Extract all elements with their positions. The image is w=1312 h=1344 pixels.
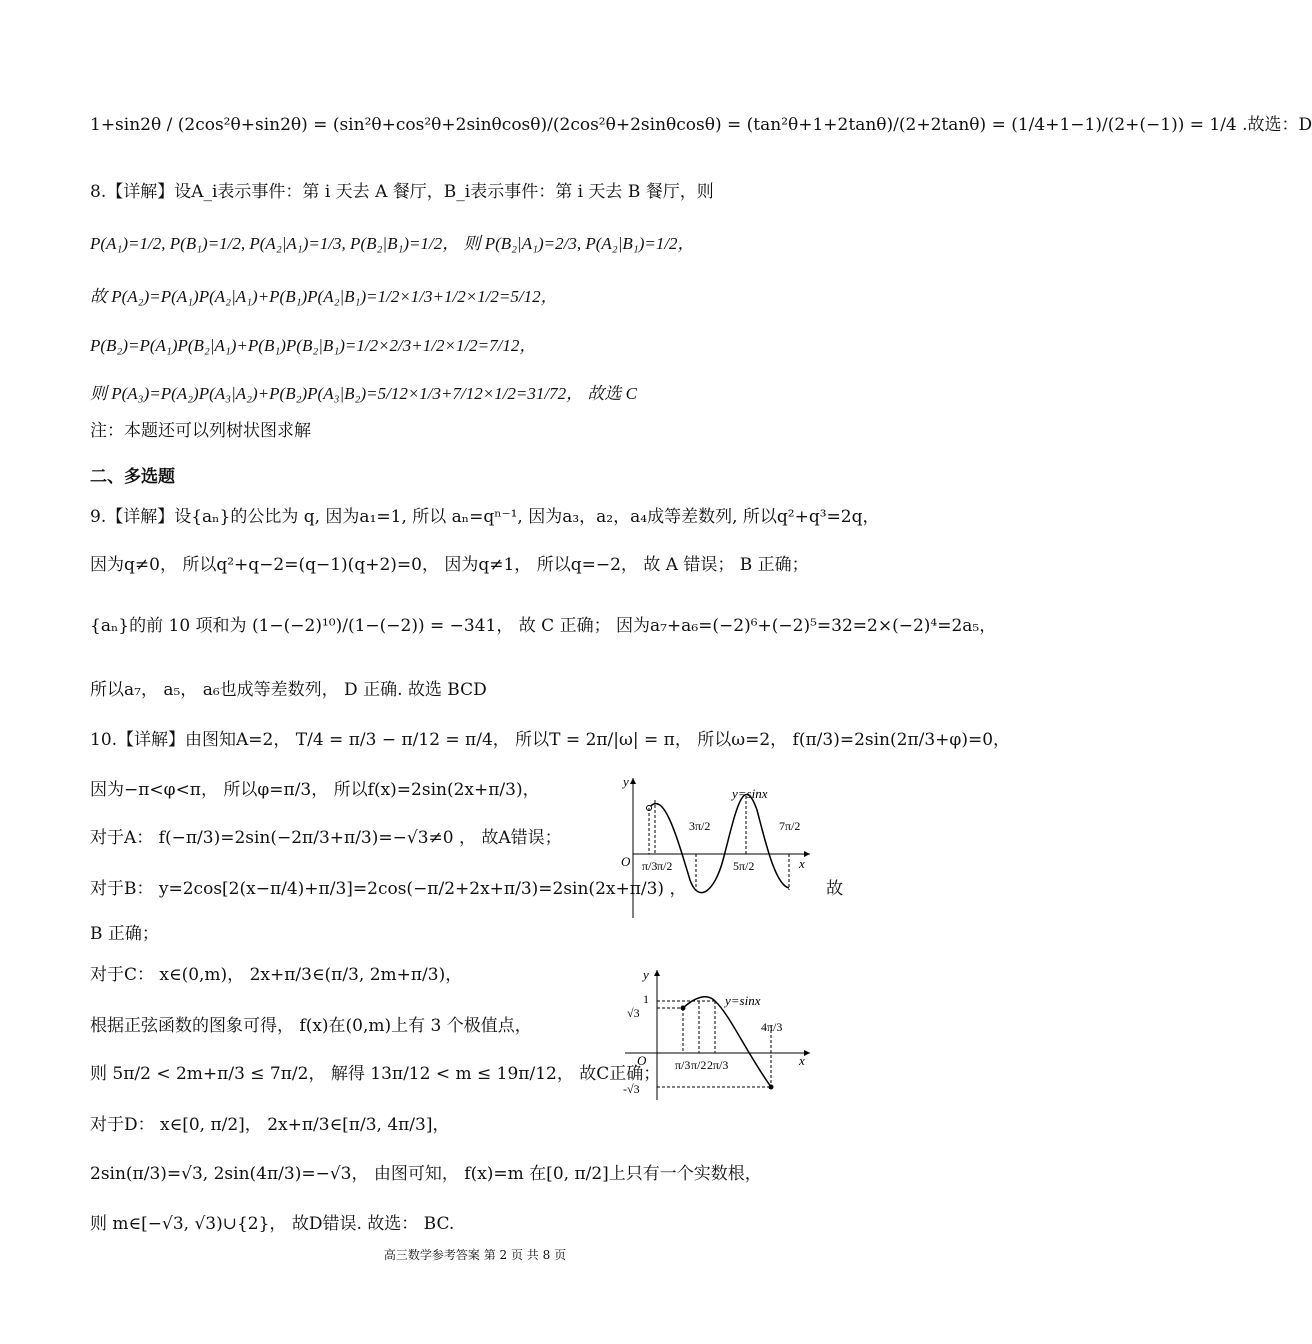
line-q10-b: 因为−π<φ<π， 所以φ=π/3， 所以f(x)=2sin(2x+π/3)， bbox=[90, 780, 540, 800]
tick-3pi-over-2: 3π/2 bbox=[689, 819, 711, 833]
line-q10-a: 10.【详解】由图知A=2， T/4 = π/3 − π/12 = π/4， 所以T = 2π/|ω| = π， 所以ω=2， f(π/3)=2sin(2π/3+φ)=0， bbox=[90, 730, 1011, 750]
y-label: y bbox=[623, 774, 629, 789]
origin-label: O bbox=[637, 1053, 647, 1068]
x-label: x bbox=[799, 1053, 805, 1068]
tick-7pi-over-2: 7π/2 bbox=[779, 819, 801, 833]
line-q10-f: 对于C： x∈(0,m)， 2x+π/3∈(π/3, 2m+π/3)， bbox=[90, 965, 463, 985]
line-q9-c: {aₙ}的前 10 项和为 (1−(−2)¹⁰)/(1−(−2)) = −341， 故 C 正确； 因为a₇+a₆=(−2)⁶+(−2)⁵=32=2×(−2)⁴=2a₅， bbox=[90, 616, 997, 636]
line-q8-note: 注：本题还可以列树状图求解 bbox=[90, 421, 311, 441]
line-q7-result: 1+sin2θ / (2cos²θ+sin2θ) = (sin²θ+cos²θ+2sinθcosθ)/(2cos²θ+2sinθcosθ) = (tan²θ+1+2tanθ)/(2+2tanθ) = (1/4+1−1)/(2+(−1)) = 1/4 .故选：D bbox=[90, 115, 1312, 135]
curve-label: y=sinx bbox=[725, 993, 761, 1008]
line-q9-b: 因为q≠0， 所以q²+q−2=(q−1)(q+2)=0， 因为q≠1， 所以q=−2， 故 A 错误； B 正确； bbox=[90, 555, 809, 575]
tick-pi-over-3: π/3 bbox=[642, 859, 658, 873]
x-label: x bbox=[799, 856, 805, 871]
line-q10-c: 对于A： f(−π/3)=2sin(−2π/3+π/3)=−√3≠0 ， 故A错误； bbox=[90, 828, 562, 848]
section-heading-multi-choice: 二、多选题 bbox=[90, 467, 175, 487]
y-tick-neg-root3: -√3 bbox=[623, 1082, 640, 1096]
y-tick-1: 1 bbox=[643, 992, 649, 1006]
sine-curve bbox=[649, 795, 789, 893]
line-q10-i: 对于D： x∈[0, π/2]， 2x+π/3∈[π/3, 4π/3]， bbox=[90, 1115, 450, 1135]
origin-label: O bbox=[621, 854, 631, 869]
sine-curve bbox=[683, 997, 771, 1087]
sine-graph-figure-1 bbox=[615, 770, 815, 920]
line-q8-pa3: 则 P(A₃)=P(A₂)P(A₃|A₂)+P(B₂)P(A₃|B₂)=5/12×1/3+7/12×1/2=31/72， 故选 C bbox=[90, 384, 637, 403]
line-q8-pb2: P(B₂)=P(A₁)P(B₂|A₁)+P(B₁)P(B₂|B₁)=1/2×2/3+1/2×1/2=7/12， bbox=[90, 336, 537, 355]
line-q10-k: 则 m∈[−√3, √3)∪{2}， 故D错误. 故选： BC. bbox=[90, 1214, 455, 1234]
tick-5pi-over-2: 5π/2 bbox=[733, 859, 755, 873]
tick-2pi-over-3: 2π/3 bbox=[707, 1058, 729, 1072]
tick-pi-over-3: π/3 bbox=[675, 1058, 691, 1072]
line-q8-pa2: 故 P(A₂)=P(A₁)P(A₂|A₁)+P(B₁)P(A₂|B₁)=1/2×1/3+1/2×1/2=5/12， bbox=[90, 287, 558, 306]
line-q10-d-tail: 故 bbox=[826, 879, 843, 899]
tick-4pi-over-3: 4π/3 bbox=[761, 1020, 783, 1034]
line-q10-h: 则 5π/2 < 2m+π/3 ≤ 7π/2， 解得 13π/12 < m ≤ 19π/12， 故C正确； bbox=[90, 1064, 661, 1084]
tick-pi-over-2: π/2 bbox=[691, 1058, 707, 1072]
line-q8-intro: 8.【详解】设A_i表示事件：第 i 天去 A 餐厅，B_i表示事件：第 i 天去 B 餐厅，则 bbox=[90, 182, 714, 202]
sine-graph-figure-2 bbox=[615, 965, 815, 1105]
line-q10-d: 对于B： y=2cos[2(x−π/4)+π/3]=2cos(−π/2+2x+π/3)=2sin(2x+π/3) ， bbox=[90, 879, 687, 899]
y-label: y bbox=[643, 967, 649, 982]
line-q10-g: 根据正弦函数的图象可得， f(x)在(0,m)上有 3 个极值点， bbox=[90, 1016, 532, 1036]
tick-pi-over-2: π/2 bbox=[657, 859, 673, 873]
line-q8-probs: P(A₁)=1/2, P(B₁)=1/2, P(A₂|A₁)=1/3, P(B₂|B₁)=1/2， 则 P(B₂|A₁)=2/3, P(A₂|B₁)=1/2， bbox=[90, 234, 695, 253]
line-q10-j: 2sin(π/3)=√3, 2sin(4π/3)=−√3， 由图可知， f(x)=m 在[0, π/2]上只有一个实数根， bbox=[90, 1164, 762, 1184]
page-footer: 高三数学参考答案 第 2 页 共 8 页 bbox=[383, 1248, 567, 1262]
line-q10-e: B 正确； bbox=[90, 924, 159, 944]
line-q9-a: 9.【详解】设{aₙ}的公比为 q, 因为a₁=1, 所以 aₙ=qⁿ⁻¹, 因为a₃，a₂，a₄成等差数列, 所以q²+q³=2q， bbox=[90, 507, 880, 527]
line-q9-d: 所以a₇， a₅， a₆也成等差数列， D 正确. 故选 BCD bbox=[90, 680, 487, 700]
curve-label: y=sinx bbox=[732, 786, 768, 801]
y-tick-root3: √3 bbox=[627, 1006, 640, 1020]
